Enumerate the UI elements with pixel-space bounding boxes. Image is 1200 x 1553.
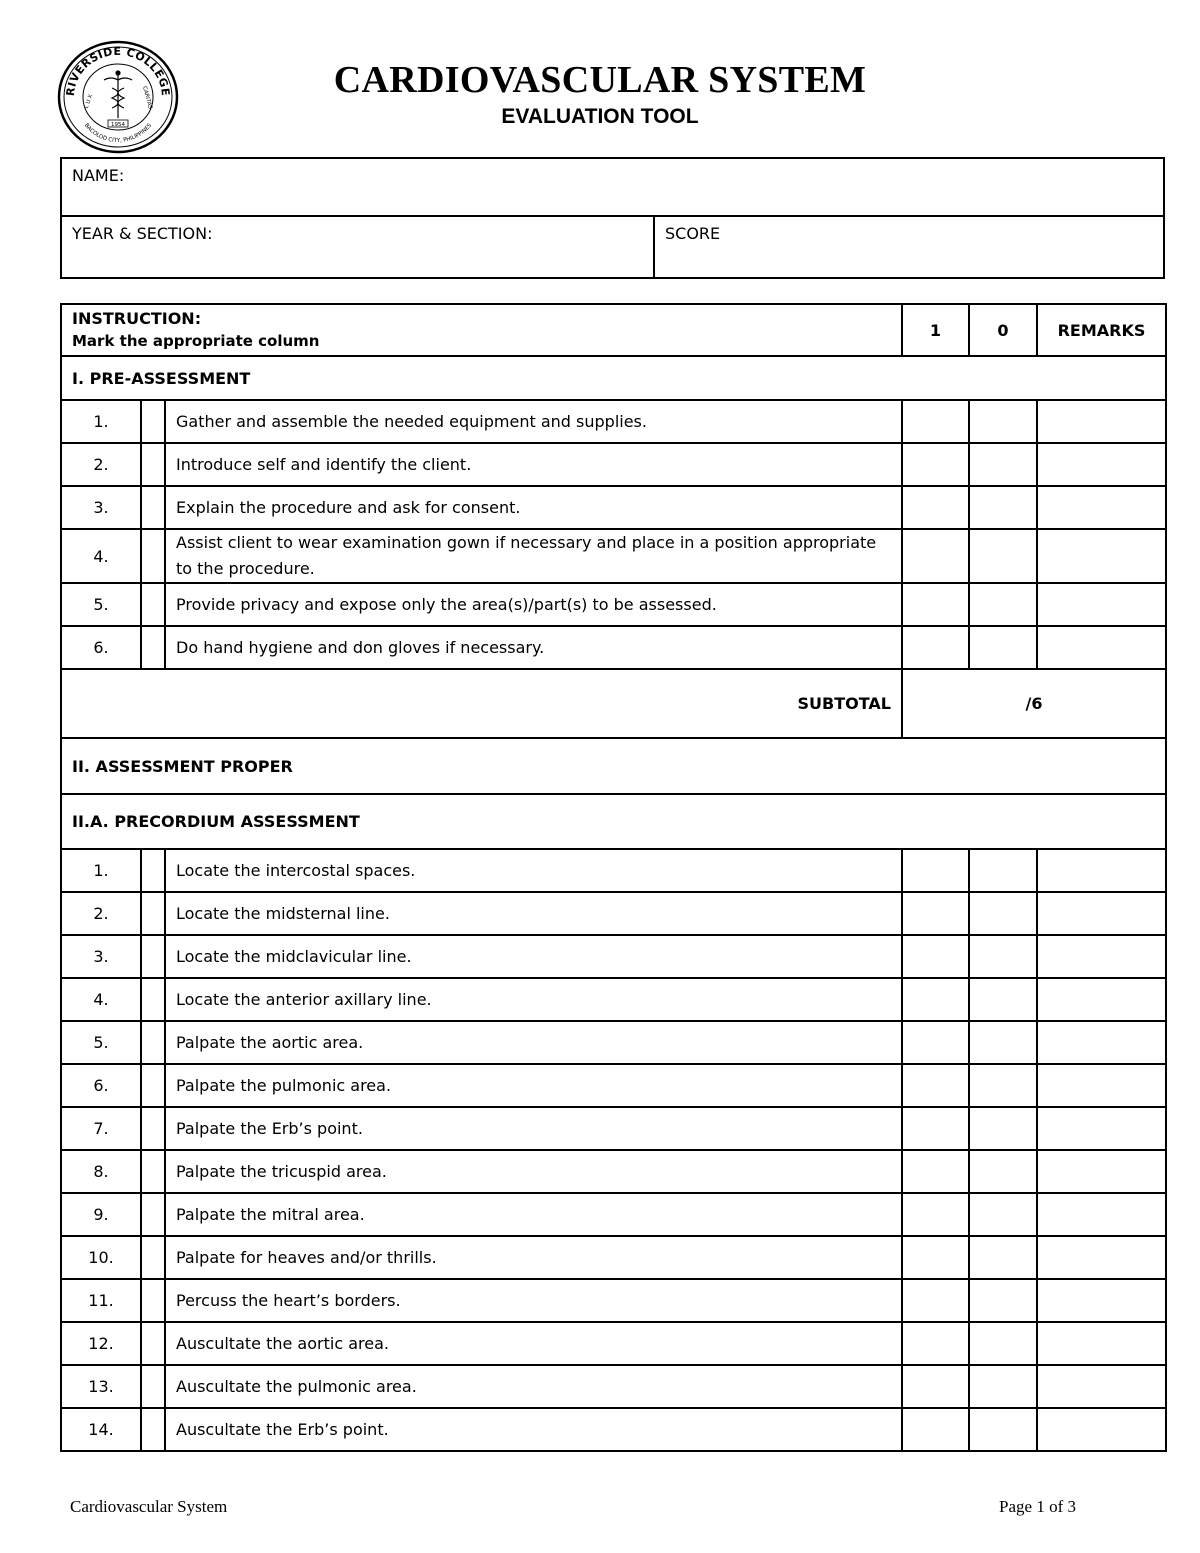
remarks-cell[interactable]	[1037, 1408, 1166, 1451]
item-text: Do hand hygiene and don gloves if necessary.	[165, 626, 902, 669]
year-section-field[interactable]	[61, 216, 654, 278]
table-row	[61, 1064, 1166, 1107]
score-field[interactable]	[654, 216, 1164, 278]
section-title-assessment-proper: II. ASSESSMENT PROPER	[61, 738, 1166, 794]
mark-zero-cell[interactable]	[969, 400, 1037, 443]
item-blank-cell	[141, 1193, 165, 1236]
mark-zero-cell[interactable]	[969, 1236, 1037, 1279]
item-blank-cell	[141, 400, 165, 443]
item-number: 10.	[61, 1236, 141, 1279]
table-row	[61, 1322, 1166, 1365]
table-header-row	[61, 304, 1166, 356]
table-row	[61, 529, 1166, 583]
item-number: 13.	[61, 1365, 141, 1408]
column-header-zero: 0	[969, 304, 1037, 356]
item-number: 14.	[61, 1408, 141, 1451]
subtotal-row	[61, 669, 1166, 738]
table-row	[61, 400, 1166, 443]
mark-one-cell[interactable]	[902, 1150, 969, 1193]
remarks-cell[interactable]	[1037, 849, 1166, 892]
section-title-precordium: II.A. PRECORDIUM ASSESSMENT	[61, 794, 1166, 849]
item-text: Explain the procedure and ask for consent.	[165, 486, 902, 529]
mark-zero-cell[interactable]	[969, 935, 1037, 978]
table-row	[61, 443, 1166, 486]
item-blank-cell	[141, 1408, 165, 1451]
item-number: 11.	[61, 1279, 141, 1322]
seal-name: RIVERSIDE COLLEGE	[63, 44, 173, 97]
item-text: Percuss the heart’s borders.	[165, 1279, 902, 1322]
mark-one-cell[interactable]	[902, 583, 969, 626]
item-blank-cell	[141, 1236, 165, 1279]
item-blank-cell	[141, 486, 165, 529]
remarks-cell[interactable]	[1037, 1064, 1166, 1107]
mark-one-cell[interactable]	[902, 1193, 969, 1236]
section-row	[61, 738, 1166, 794]
item-number: 9.	[61, 1193, 141, 1236]
mark-zero-cell[interactable]	[969, 1322, 1037, 1365]
item-blank-cell	[141, 978, 165, 1021]
item-blank-cell	[141, 935, 165, 978]
item-text: Palpate the tricuspid area.	[165, 1150, 902, 1193]
document-subtitle: EVALUATION TOOL	[501, 105, 699, 128]
mark-zero-cell[interactable]	[969, 1408, 1037, 1451]
mark-zero-cell[interactable]	[969, 849, 1037, 892]
item-blank-cell	[141, 892, 165, 935]
score-label: SCORE	[665, 224, 721, 243]
mark-zero-cell[interactable]	[969, 1193, 1037, 1236]
table-row	[61, 1408, 1166, 1451]
item-blank-cell	[141, 1365, 165, 1408]
table-row	[61, 626, 1166, 669]
table-row	[61, 935, 1166, 978]
remarks-cell[interactable]	[1037, 1365, 1166, 1408]
item-text: Provide privacy and expose only the area(s)/part(s) to be assessed.	[165, 583, 902, 626]
column-header-remarks: REMARKS	[1037, 304, 1166, 356]
mark-zero-cell[interactable]	[969, 486, 1037, 529]
mark-one-cell[interactable]	[902, 1408, 969, 1451]
mark-zero-cell[interactable]	[969, 583, 1037, 626]
remarks-cell[interactable]	[1037, 486, 1166, 529]
item-text: Assist client to wear examination gown if necessary and place in a position appropriate to the procedure.	[165, 529, 902, 583]
item-number: 12.	[61, 1322, 141, 1365]
mark-zero-cell[interactable]	[969, 1365, 1037, 1408]
remarks-cell[interactable]	[1037, 1193, 1166, 1236]
mark-one-cell[interactable]	[902, 1279, 969, 1322]
item-text: Locate the midsternal line.	[165, 892, 902, 935]
mark-zero-cell[interactable]	[969, 443, 1037, 486]
item-blank-cell	[141, 849, 165, 892]
instruction-title: INSTRUCTION:	[72, 309, 202, 328]
remarks-cell[interactable]	[1037, 583, 1166, 626]
subtotal-label: SUBTOTAL	[61, 669, 902, 738]
remarks-cell[interactable]	[1037, 1279, 1166, 1322]
item-number: 2.	[61, 443, 141, 486]
remarks-cell[interactable]	[1037, 1236, 1166, 1279]
item-number: 7.	[61, 1107, 141, 1150]
remarks-cell[interactable]	[1037, 443, 1166, 486]
item-number: 2.	[61, 892, 141, 935]
table-row	[61, 1107, 1166, 1150]
mark-one-cell[interactable]	[902, 1107, 969, 1150]
item-blank-cell	[141, 443, 165, 486]
mark-one-cell[interactable]	[902, 935, 969, 978]
name-label: NAME:	[72, 166, 125, 185]
item-text: Locate the intercostal spaces.	[165, 849, 902, 892]
table-row	[61, 1021, 1166, 1064]
table-row	[61, 1279, 1166, 1322]
remarks-cell[interactable]	[1037, 892, 1166, 935]
year-section-label: YEAR & SECTION:	[72, 224, 213, 243]
remarks-cell[interactable]	[1037, 1322, 1166, 1365]
mark-zero-cell[interactable]	[969, 978, 1037, 1021]
table-row	[61, 583, 1166, 626]
item-text: Auscultate the aortic area.	[165, 1322, 902, 1365]
item-text: Introduce self and identify the client.	[165, 443, 902, 486]
mark-one-cell[interactable]	[902, 1064, 969, 1107]
mark-one-cell[interactable]	[902, 1021, 969, 1064]
table-row	[61, 892, 1166, 935]
table-row	[61, 849, 1166, 892]
item-blank-cell	[141, 1064, 165, 1107]
item-number: 8.	[61, 1150, 141, 1193]
item-blank-cell	[141, 626, 165, 669]
precordium-items	[61, 849, 1166, 1451]
item-number: 1.	[61, 400, 141, 443]
seal-motto-right: CARITAS	[141, 85, 153, 110]
instruction-cell	[61, 304, 902, 356]
caduceus-icon	[104, 71, 132, 118]
mark-one-cell[interactable]	[902, 978, 969, 1021]
table-row	[61, 1236, 1166, 1279]
item-number: 5.	[61, 1021, 141, 1064]
item-text: Locate the midclavicular line.	[165, 935, 902, 978]
mark-zero-cell[interactable]	[969, 529, 1037, 583]
mark-zero-cell[interactable]	[969, 892, 1037, 935]
item-text: Locate the anterior axillary line.	[165, 978, 902, 1021]
item-blank-cell	[141, 1322, 165, 1365]
table-row	[61, 978, 1166, 1021]
item-number: 4.	[61, 529, 141, 583]
footer-document-name: Cardiovascular System	[70, 1497, 228, 1516]
mark-zero-cell[interactable]	[969, 1021, 1037, 1064]
item-text: Palpate the Erb’s point.	[165, 1107, 902, 1150]
item-blank-cell	[141, 1107, 165, 1150]
footer-page-number: Page 1 of 3	[999, 1497, 1076, 1516]
item-text: Palpate the mitral area.	[165, 1193, 902, 1236]
mark-one-cell[interactable]	[902, 1236, 969, 1279]
mark-zero-cell[interactable]	[969, 1107, 1037, 1150]
item-number: 5.	[61, 583, 141, 626]
remarks-cell[interactable]	[1037, 978, 1166, 1021]
mark-one-cell[interactable]	[902, 892, 969, 935]
item-blank-cell	[141, 1021, 165, 1064]
table-row	[61, 1365, 1166, 1408]
item-text: Auscultate the pulmonic area.	[165, 1365, 902, 1408]
item-text: Palpate for heaves and/or thrills.	[165, 1236, 902, 1279]
subtotal-value[interactable]: /6	[902, 669, 1166, 738]
mark-one-cell[interactable]	[902, 849, 969, 892]
item-text: Auscultate the Erb’s point.	[165, 1408, 902, 1451]
remarks-cell[interactable]	[1037, 935, 1166, 978]
item-blank-cell	[141, 1279, 165, 1322]
instruction-text: Mark the appropriate column	[72, 332, 320, 350]
remarks-cell[interactable]	[1037, 1107, 1166, 1150]
item-text: Palpate the aortic area.	[165, 1021, 902, 1064]
mark-zero-cell[interactable]	[969, 1279, 1037, 1322]
student-info-table	[60, 157, 1165, 279]
evaluation-table	[60, 303, 1167, 1452]
seal-year: 1954	[111, 122, 125, 128]
mark-one-cell[interactable]	[902, 486, 969, 529]
mark-one-cell[interactable]	[902, 529, 969, 583]
section-title-pre-assessment: I. PRE-ASSESSMENT	[61, 356, 1166, 400]
remarks-cell[interactable]	[1037, 1021, 1166, 1064]
mark-zero-cell[interactable]	[969, 626, 1037, 669]
item-blank-cell	[141, 529, 165, 583]
table-row	[61, 486, 1166, 529]
college-seal-logo	[57, 40, 179, 154]
document-title: CARDIOVASCULAR SYSTEM	[333, 59, 867, 101]
remarks-cell[interactable]	[1037, 529, 1166, 583]
section-row	[61, 794, 1166, 849]
item-blank-cell	[141, 1150, 165, 1193]
item-number: 4.	[61, 978, 141, 1021]
table-row	[61, 1193, 1166, 1236]
item-number: 3.	[61, 486, 141, 529]
mark-one-cell[interactable]	[902, 443, 969, 486]
section-row	[61, 356, 1166, 400]
item-text: Palpate the pulmonic area.	[165, 1064, 902, 1107]
item-number: 6.	[61, 626, 141, 669]
mark-one-cell[interactable]	[902, 400, 969, 443]
remarks-cell[interactable]	[1037, 1150, 1166, 1193]
table-row	[61, 1150, 1166, 1193]
item-number: 3.	[61, 935, 141, 978]
item-blank-cell	[141, 583, 165, 626]
item-text: Gather and assemble the needed equipment and supplies.	[165, 400, 902, 443]
column-header-one: 1	[902, 304, 969, 356]
remarks-cell[interactable]	[1037, 400, 1166, 443]
mark-zero-cell[interactable]	[969, 1150, 1037, 1193]
seal-location: BACOLOD CITY, PHILIPPINES	[82, 122, 154, 145]
remarks-cell[interactable]	[1037, 626, 1166, 669]
mark-one-cell[interactable]	[902, 1365, 969, 1408]
name-field[interactable]	[61, 158, 1164, 216]
mark-zero-cell[interactable]	[969, 1064, 1037, 1107]
mark-one-cell[interactable]	[902, 1322, 969, 1365]
seal-motto-left: L U X	[83, 93, 95, 110]
item-number: 1.	[61, 849, 141, 892]
item-number: 6.	[61, 1064, 141, 1107]
pre-assessment-items	[61, 400, 1166, 669]
mark-one-cell[interactable]	[902, 626, 969, 669]
